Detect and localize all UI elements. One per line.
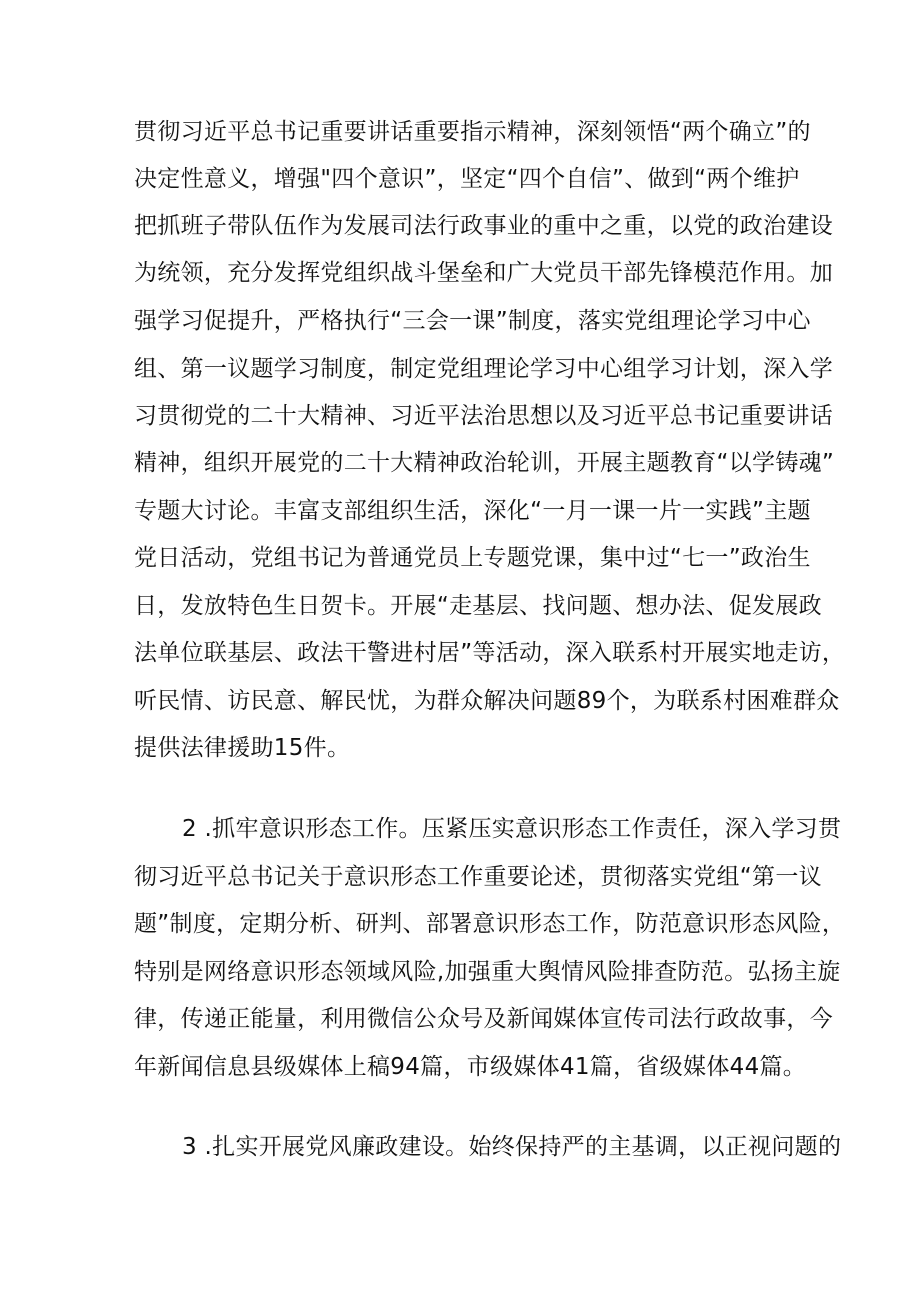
- paragraph-2-line-2: 彻习近平总书记关于意识形态工作重要论述，贯彻落实党组“第一议: [134, 864, 822, 890]
- paragraph-1-line-8: 精神，组织开展党的二十大精神政治轮训，开展主题教育“以学铸魂”: [134, 450, 835, 476]
- paragraph-1-line-10: 党日活动，党组书记为普通党员上专题党课，集中过“七一”政治生: [134, 545, 811, 571]
- paragraph-2-line-1: 2 .抓牢意识形态工作。压紧压实意识形态工作责任，深入学习贯: [182, 816, 842, 842]
- paragraph-2-line-4: 特别是网络意识形态领域风险,加强重大舆情风险排查防范。弘扬主旋: [134, 959, 841, 985]
- paragraph-2-line-6: 年新闻信息县级媒体上稿94篇，市级媒体41篇，省级媒体44篇。: [134, 1054, 807, 1080]
- paragraph-2-line-3: 题”制度，定期分析、研判、部署意识形态工作，防范意识形态风险，: [134, 911, 846, 937]
- paragraph-1-line-2: 决定性意义，增强"四个意识”，坚定“四个自信”、做到“两个维护: [134, 166, 800, 192]
- paragraph-1-line-7: 习贯彻党的二十大精神、习近平法治思想以及习近平总书记重要讲话: [134, 403, 833, 429]
- paragraph-1-line-12: 法单位联基层、政法干警进村居”等活动，深入联系村开展实地走访，: [134, 640, 846, 666]
- paragraph-3-line-1: 3 .扎实开展党风廉政建设。始终保持严的主基调，以正视问题的: [182, 1134, 842, 1160]
- paragraph-1-line-9: 专题大讨论。丰富支部组织生活，深化“一月一课一片一实践”主题: [134, 498, 811, 524]
- paragraph-1-line-14: 提供法律援助15件。: [134, 735, 351, 761]
- paragraph-1-line-11: 日，发放特色生日贺卡。开展“走基层、找问题、想办法、促发展政: [134, 593, 822, 619]
- paragraph-1-line-13: 听民情、访民意、解民忧，为群众解决问题89个，为联系村困难群众: [134, 688, 840, 714]
- paragraph-1-line-4: 为统领，充分发挥党组织战斗堡垒和广大党员干部先锋模范作用。加: [134, 260, 833, 286]
- paragraph-1-line-3: 把抓班子带队伍作为发展司法行政事业的重中之重，以党的政治建设: [134, 213, 833, 239]
- paragraph-2-line-5: 律，传递正能量，利用微信公众号及新闻媒体宣传司法行政故事，今: [134, 1006, 833, 1032]
- paragraph-1-line-1: 贯彻习近平总书记重要讲话重要指示精神，深刻领悟“两个确立”的: [134, 119, 811, 145]
- paragraph-1-line-5: 强学习促提升，严格执行“三会一课”制度，落实党组理论学习中心: [134, 308, 811, 334]
- paragraph-1-line-6: 组、第一议题学习制度，制定党组理论学习中心组学习计划，深入学: [134, 356, 833, 382]
